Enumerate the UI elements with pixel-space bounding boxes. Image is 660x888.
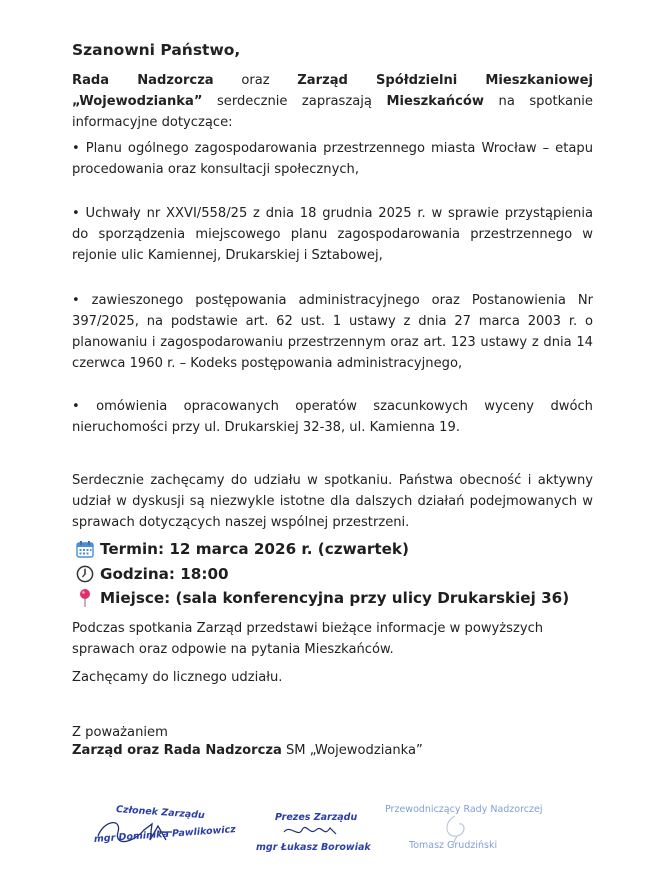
signature-role: Prezes Zarządu <box>275 812 358 823</box>
godzina-text: Godzina: 18:00 <box>100 565 229 583</box>
termin-text: Termin: 12 marca 2026 r. (czwartek) <box>100 540 409 558</box>
intro-paragraph <box>72 70 593 133</box>
greeting: Szanowni Państwo, <box>72 41 241 59</box>
detail-godzina <box>76 563 229 585</box>
meeting-info-paragraph: Podczas spotkania Zarząd przedstawi bieżące informacje w powyższych sprawach oraz odpowie na pytania Mieszkańców. <box>72 621 544 657</box>
intro-oraz: oraz <box>241 73 270 88</box>
location-pin-icon <box>76 588 94 608</box>
signature-name: mgr Łukasz Borowiak <box>256 842 371 853</box>
intro-invite-text: serdecznie zapraszają <box>216 94 372 109</box>
calendar-icon <box>76 540 94 558</box>
bullet-item: • Uchwały nr XXVI/558/25 z dnia 18 grudnia 2025 r. w sprawie przystąpienia do sporządzenia miejscowego planu zagospodarowania przestrzennego w rejonie ulic Kamiennej, Drukarskiej i Sztabowej, <box>72 206 593 263</box>
closing-signer-rest: SM „Wojewodzianka” <box>285 743 423 758</box>
closing-signer <box>72 740 423 761</box>
signature-block-president <box>250 808 380 868</box>
signature-role: Członek Zarządu <box>115 804 206 822</box>
intro-zarzad: Zarząd Spółdzielni Mieszkaniowej <box>297 73 593 88</box>
closing-signer-bold: Zarząd oraz Rada Nadzorcza <box>72 743 282 758</box>
bullet-item: • omówienia opracowanych operatów szacunkowych wyceny dwóch nieruchomości przy ul. Drukarskiej 32-38, ul. Kamienna 19. <box>72 399 593 435</box>
intro-residents: Mieszkańców <box>386 94 484 109</box>
intro-rest: na spotkanie informacyjne dotyczące: <box>72 94 593 130</box>
closing-regards: Z poważaniem <box>72 725 168 740</box>
encourage-paragraph: Serdecznie zachęcamy do udziału w spotkaniu. Państwa obecność i aktywny udział w dyskusji są niezwykle istotne dla dalszych działań podejmowanych w sprawach dotyczących naszej wspólnej przestrzeni. <box>72 473 593 530</box>
bullet-item: • zawieszonego postępowania administracyjnego oraz Postanowienia Nr 397/2025, na podstawie art. 62 ust. 1 ustawy z dnia 27 marca 2003 r. o planowaniu i zagospodarowaniu przestrzennym oraz art. 123 ustawy z dnia 14 czerwca 1960 r. – Kodeks postępowania administracyjnego, <box>72 293 593 371</box>
signature-name: Tomasz Grudziński <box>409 840 498 851</box>
invite-line: Zachęcamy do licznego udziału. <box>72 670 283 685</box>
handwritten-signature-icon <box>280 822 350 844</box>
clock-icon <box>76 565 94 583</box>
signature-block-member <box>82 800 237 870</box>
signature-name: mgr Dominika Pawlikowicz <box>93 824 237 845</box>
intro-rada: Rada Nadzorcza <box>72 73 214 88</box>
signature-block-chairman <box>385 800 565 860</box>
miejsce-text: Miejsce: (sala konferencyjna przy ulicy Drukarskiej 36) <box>100 589 570 607</box>
bullet-item: • Planu ogólnego zagospodarowania przestrzennego miasta Wrocław – etapu procedowania oraz konsultacji społecznych, <box>72 141 593 177</box>
intro-coop-name: „Wojewodzianka” <box>72 94 203 109</box>
detail-termin <box>76 538 409 560</box>
detail-miejsce <box>76 587 569 609</box>
signature-role: Przewodniczący Rady Nadzorczej <box>385 804 543 815</box>
